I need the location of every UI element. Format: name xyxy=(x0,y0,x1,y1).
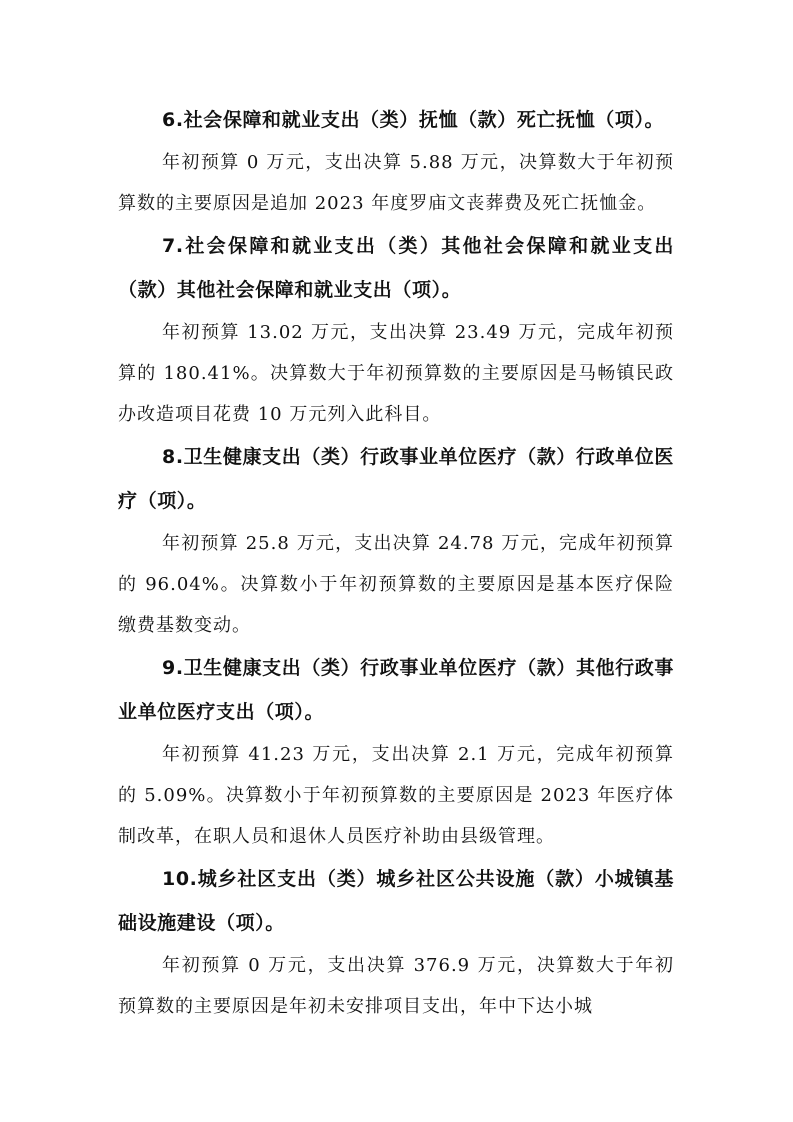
section-body: 年初预算 41.23 万元，支出决算 2.1 万元，完成年初预算的 5.09%。决算数小于年初预算数的主要原因是 2023 年医疗体制改革，在职人员和退休人员医疗补助由县级管理。 xyxy=(118,744,674,847)
document-page xyxy=(118,98,674,1027)
section-body: 年初预算 13.02 万元，支出决算 23.49 万元，完成年初预算的 180.41%。决算数大于年初预算数的主要原因是马畅镇民政办改造项目花费 10 万元列入此科目。 xyxy=(118,322,674,425)
section-body: 年初预算 0 万元，支出决算 5.88 万元，决算数大于年初预算数的主要原因是追加 2023 年度罗庙文丧葬费及死亡抚恤金。 xyxy=(118,152,674,214)
section-heading: 7.社会保障和就业支出（类）其他社会保障和就业支出（款）其他社会保障和就业支出（项）。 xyxy=(118,235,674,301)
section-heading: 8.卫生健康支出（类）行政事业单位医疗（款）行政单位医疗（项）。 xyxy=(118,446,674,512)
section-9 xyxy=(118,646,674,857)
section-7 xyxy=(118,224,674,435)
section-8 xyxy=(118,435,674,646)
section-body: 年初预算 25.8 万元，支出决算 24.78 万元，完成年初预算的 96.04%。决算数小于年初预算数的主要原因是基本医疗保险缴费基数变动。 xyxy=(118,533,674,636)
section-heading: 6.社会保障和就业支出（类）抚恤（款）死亡抚恤（项）。 xyxy=(162,109,665,131)
section-10 xyxy=(118,857,674,1027)
section-heading: 10.城乡社区支出（类）城乡社区公共设施（款）小城镇基础设施建设（项）。 xyxy=(118,868,674,934)
section-6 xyxy=(118,98,674,224)
section-heading: 9.卫生健康支出（类）行政事业单位医疗（款）其他行政事业单位医疗支出（项）。 xyxy=(118,657,674,723)
section-body: 年初预算 0 万元，支出决算 376.9 万元，决算数大于年初预算数的主要原因是年初未安排项目支出，年中下达小城 xyxy=(118,955,674,1017)
